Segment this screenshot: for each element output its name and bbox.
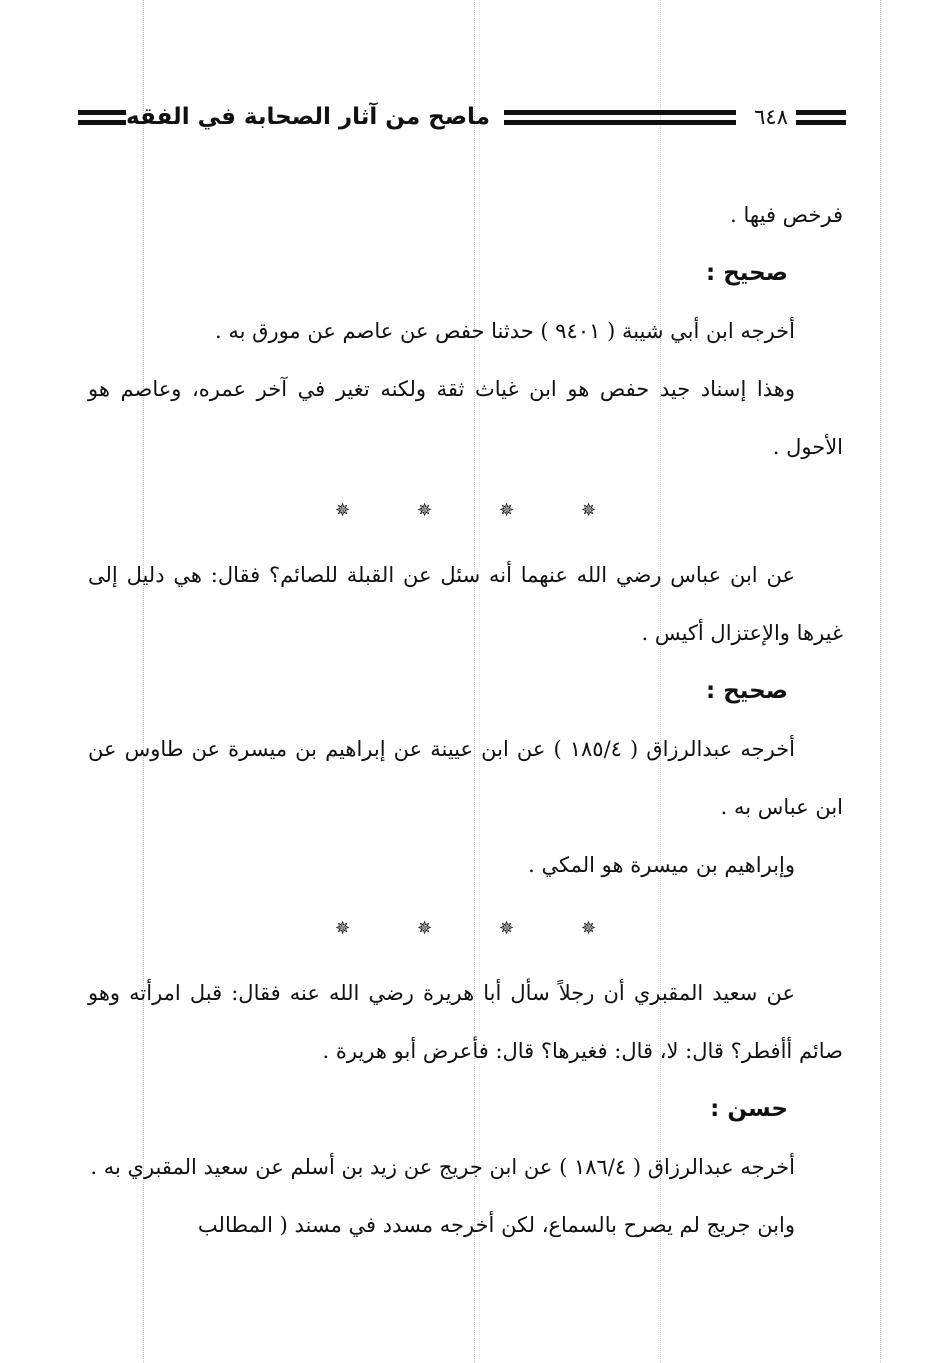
paragraph: عن ابن عباس رضي الله عنهما أنه سئل عن القبلة للصائم؟ فقال: هي دليل إلى غيرها والإعتزال أكيس .	[88, 563, 843, 645]
grade-heading: صحيح :	[706, 678, 788, 704]
page-number: ٦٤٨	[754, 105, 788, 129]
star-ornament-icon: ✵	[334, 918, 351, 939]
header-bars-left	[78, 110, 126, 125]
running-title: ماصح من آثار الصحابة في الفقه	[126, 104, 490, 130]
grade-heading: حسن :	[710, 1096, 788, 1122]
paragraph: أخرجه ابن أبي شيبة ( ٩٤٠١ ) حدثنا حفص عن عاصم عن مورق به .	[215, 319, 795, 343]
paragraph: وابن جريج لم يصرح بالسماع، لكن أخرجه مسدد في مسند ( المطالب	[197, 1213, 795, 1237]
star-ornament-icon: ✵	[498, 918, 515, 939]
paragraph: فرخص فيها .	[730, 203, 843, 227]
star-ornament-icon: ✵	[416, 918, 433, 939]
paragraph: أخرجه عبدالرزاق ( ١٨٥/٤ ) عن ابن عيينة عن إبراهيم بن ميسرة عن طاوس عن ابن عباس به .	[88, 737, 843, 819]
section-separator	[88, 894, 843, 964]
star-ornament-icon: ✵	[580, 500, 597, 521]
paragraph: أخرجه عبدالرزاق ( ١٨٦/٤ ) عن ابن جريج عن زيد بن أسلم عن سعيد المقبري به .	[90, 1155, 795, 1179]
star-ornament-icon: ✵	[498, 500, 515, 521]
header-bars-middle	[504, 110, 736, 125]
page-header	[78, 94, 846, 140]
paragraph: وهذا إسناد جيد حفص هو ابن غياث ثقة ولكنه تغير في آخر عمره، وعاصم هو الأحول .	[88, 377, 843, 459]
section-separator	[88, 476, 843, 546]
paragraph: عن سعيد المقبري أن رجلاً سأل أبا هريرة رضي الله عنه فقال: قبل امرأته وهو صائم أأفطر؟ قال: لا، قال: فغيرها؟ قال: فأعرض أبو هريرة .	[88, 981, 843, 1063]
star-ornament-icon: ✵	[580, 918, 597, 939]
paragraph: وإبراهيم بن ميسرة هو المكي .	[528, 853, 795, 877]
grade-heading: صحيح :	[706, 260, 788, 286]
star-ornament-icon: ✵	[334, 500, 351, 521]
header-bars-right	[796, 110, 846, 125]
scan-guide-line	[880, 0, 881, 1363]
star-ornament-icon: ✵	[416, 500, 433, 521]
page-body	[88, 186, 843, 1254]
